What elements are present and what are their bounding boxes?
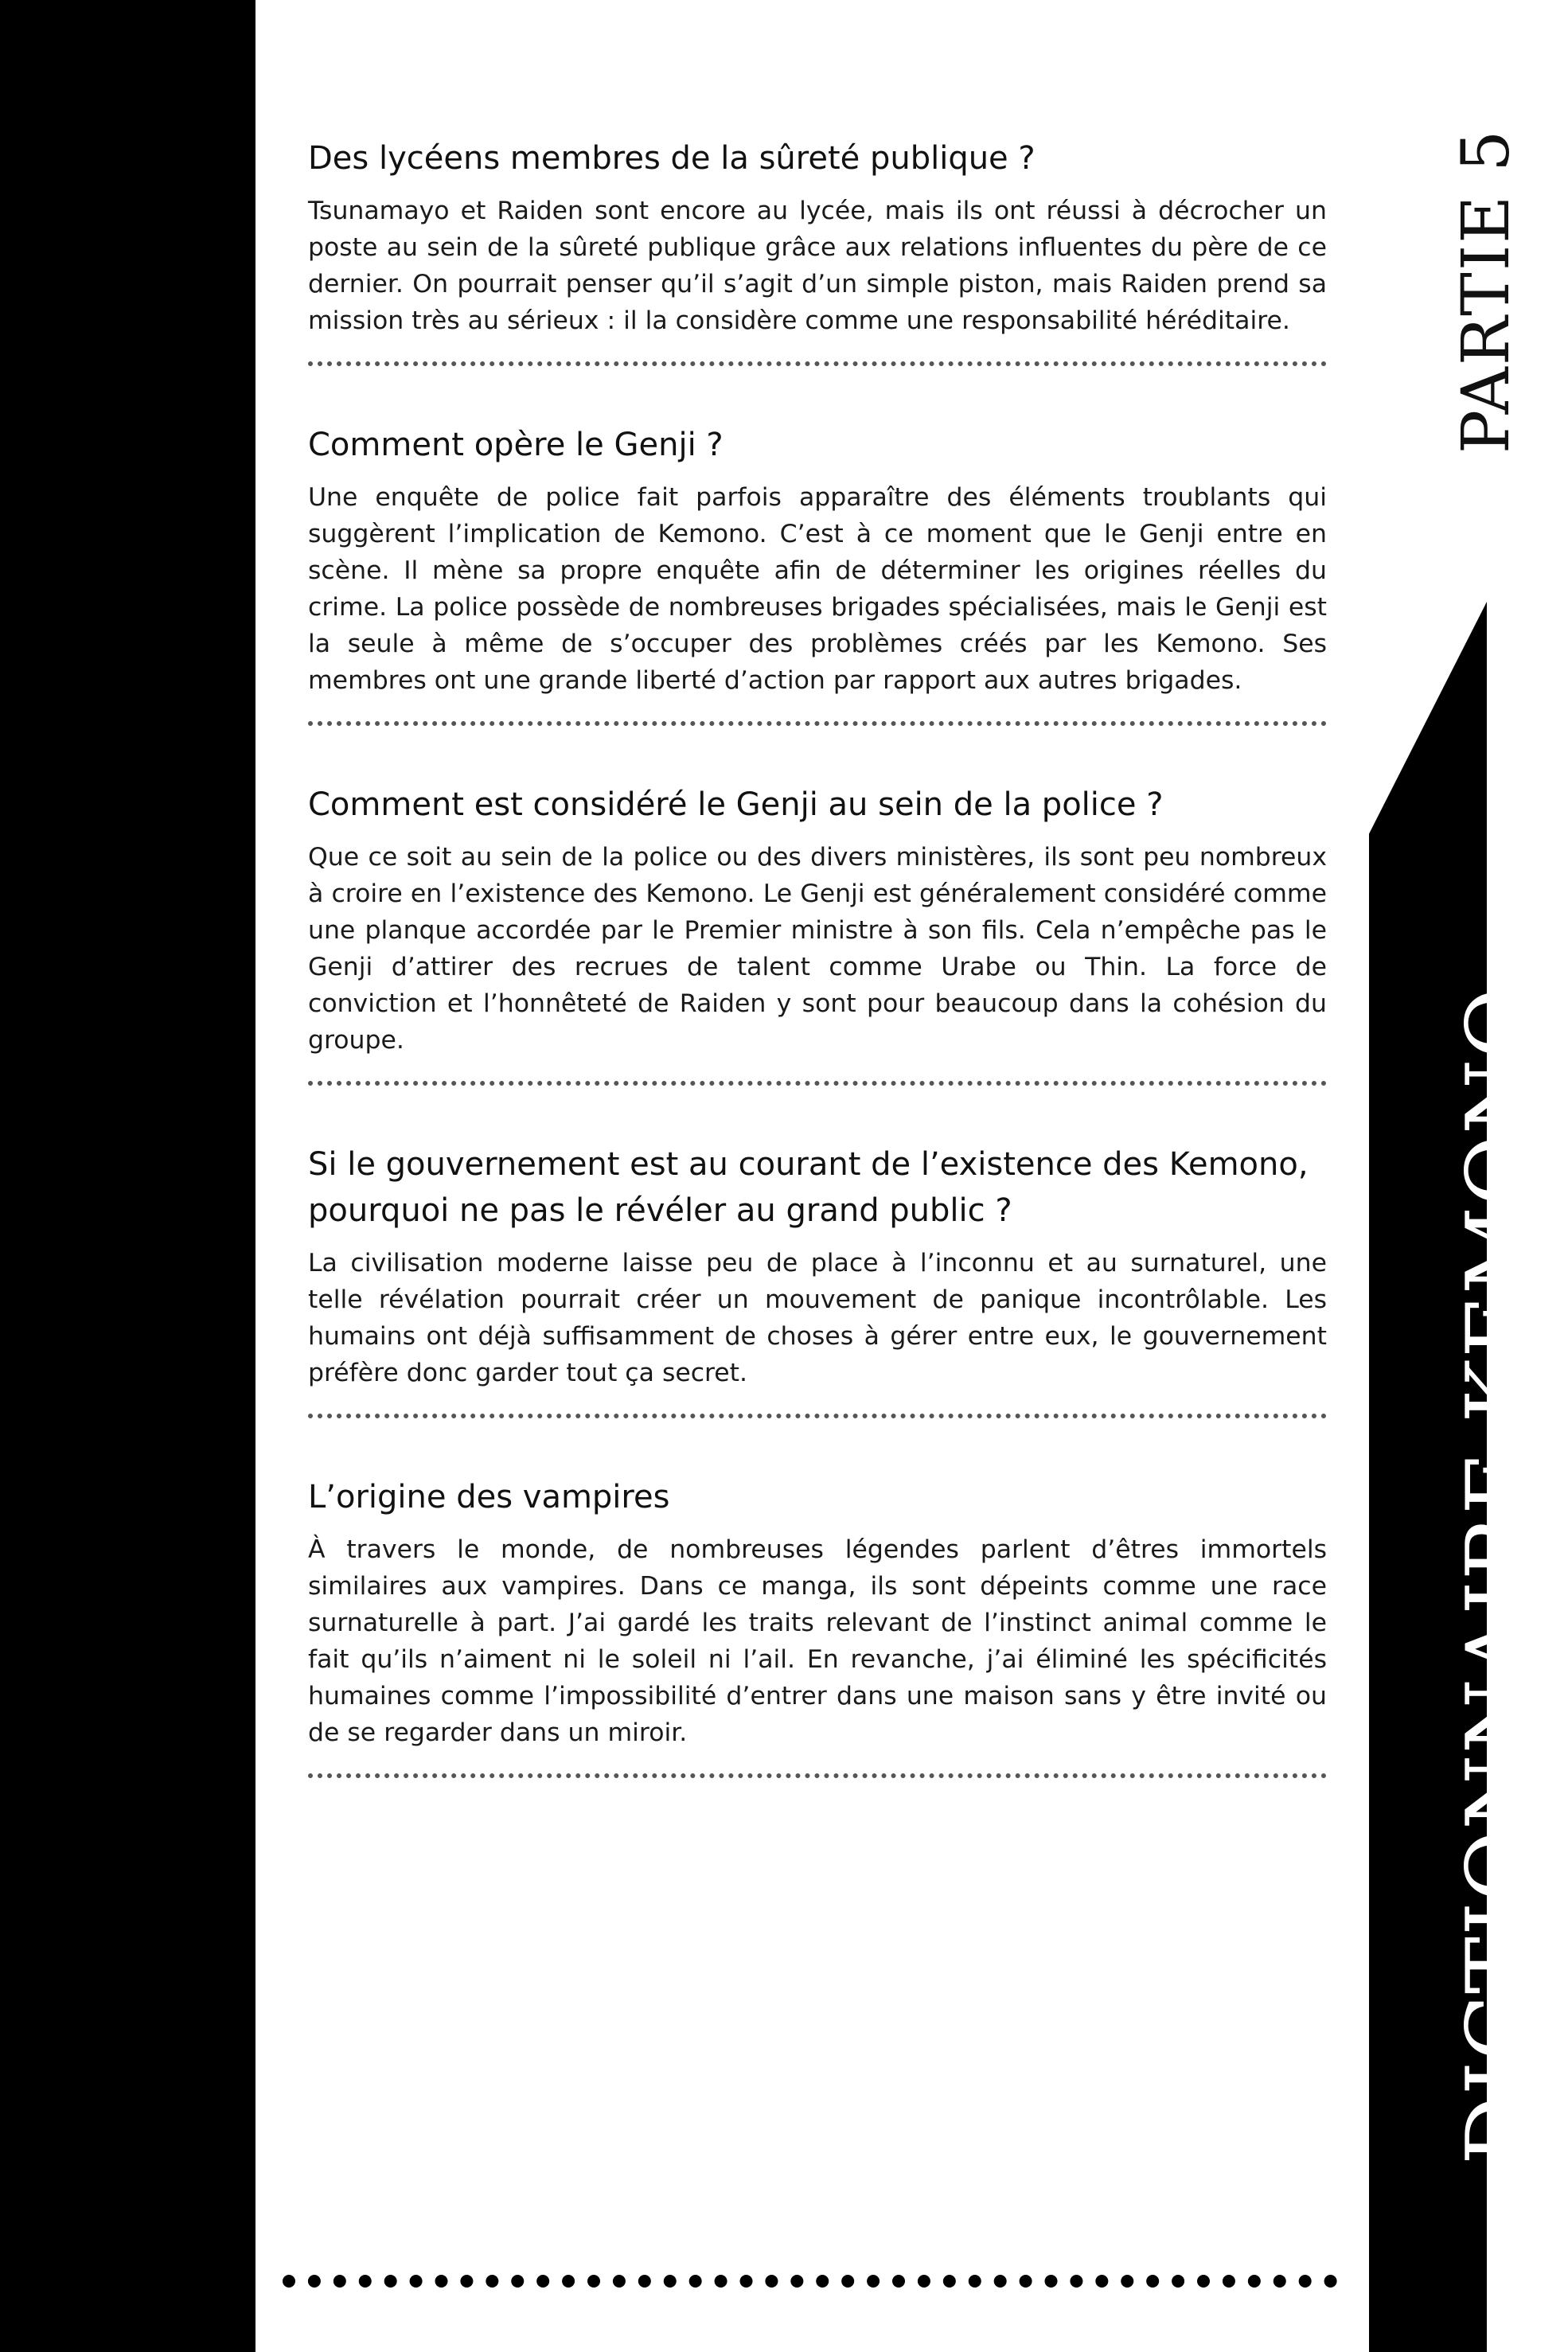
bottom-dotted-rule <box>283 2275 1337 2288</box>
dotted-divider <box>308 1414 1327 1418</box>
section-3 <box>308 782 1327 1059</box>
dotted-divider <box>308 1081 1327 1086</box>
dotted-divider <box>308 721 1327 726</box>
section-title: Des lycéens membres de la sûreté publique ? <box>308 140 1036 177</box>
dotted-divider <box>308 361 1327 366</box>
section-body: La civilisation moderne laisse peu de place à l’inconnu et au surnaturel, une telle révélation pourrait créer un mouvement de panique incontrôlable. Les humains ont déjà suffisamment de choses à gérer entre eux, le gouvernement préfère donc garder tout ça secret. <box>308 1249 1327 1387</box>
section-body: À travers le monde, de nombreuses légendes parlent d’êtres immortels similaires aux vampires. Dans ce manga, ils sont dépeints comme une race surnaturelle à part. J’ai gardé les traits relevant de l’instinct animal comme le fait qu’ils n’aiment ni le soleil ni l’ail. En revanche, j’ai éliminé les spécificités humaines comme l’impossibilité d’entrer dans une maison sans y être invité ou de se regarder dans un miroir. <box>308 1535 1327 1747</box>
section-1 <box>308 135 1327 339</box>
section-title: Comment est considéré le Genji au sein de la police ? <box>308 786 1164 823</box>
section-title: L’origine des vampires <box>308 1479 670 1515</box>
section-2 <box>308 422 1327 699</box>
dictionary-label: DICTIONNAIRE KEMONO <box>1449 987 1548 2165</box>
dotted-divider <box>308 1773 1327 1778</box>
part-label: PARTIE 5 <box>1449 128 1524 454</box>
section-body: Une enquête de police fait parfois apparaître des éléments troublants qui suggèrent l’implication de Kemono. C’est à ce moment que le Genji entre en scène. Il mène sa propre enquête afin de déterminer les origines réelles du crime. La police possède de nombreuses brigades spécialisées, mais le Genji est la seule à même de s’occuper des problèmes créés par les Kemono. Ses membres ont une grande liberté d’action par rapport aux autres brigades. <box>308 483 1327 695</box>
section-4 <box>308 1141 1327 1391</box>
left-black-margin <box>0 0 255 2352</box>
section-body: Tsunamayo et Raiden sont encore au lycée, mais ils ont réussi à décrocher un poste au sein de la sûreté publique grâce aux relations influentes du père de ce dernier. On pourrait penser qu’il s’agit d’un simple piston, mais Raiden prend sa mission très au sérieux : il la considère comme une responsabilité héréditaire. <box>308 197 1327 335</box>
section-body: Que ce soit au sein de la police ou des divers ministères, ils sont peu nombreux à croire en l’existence des Kemono. Le Genji est généralement considéré comme une planque accordée par le Premier ministre à son fils. Cela n’empêche pas le Genji d’attirer des recrues de talent comme Urabe ou Thin. La force de conviction et l’honnêteté de Raiden y sont pour beaucoup dans la cohésion du groupe. <box>308 843 1327 1055</box>
section-title: Si le gouvernement est au courant de l’existence des Kemono, pourquoi ne pas le révéler au grand public ? <box>308 1146 1309 1229</box>
section-title: Comment opère le Genji ? <box>308 427 724 463</box>
article-content <box>308 135 1327 1834</box>
section-5 <box>308 1474 1327 1751</box>
